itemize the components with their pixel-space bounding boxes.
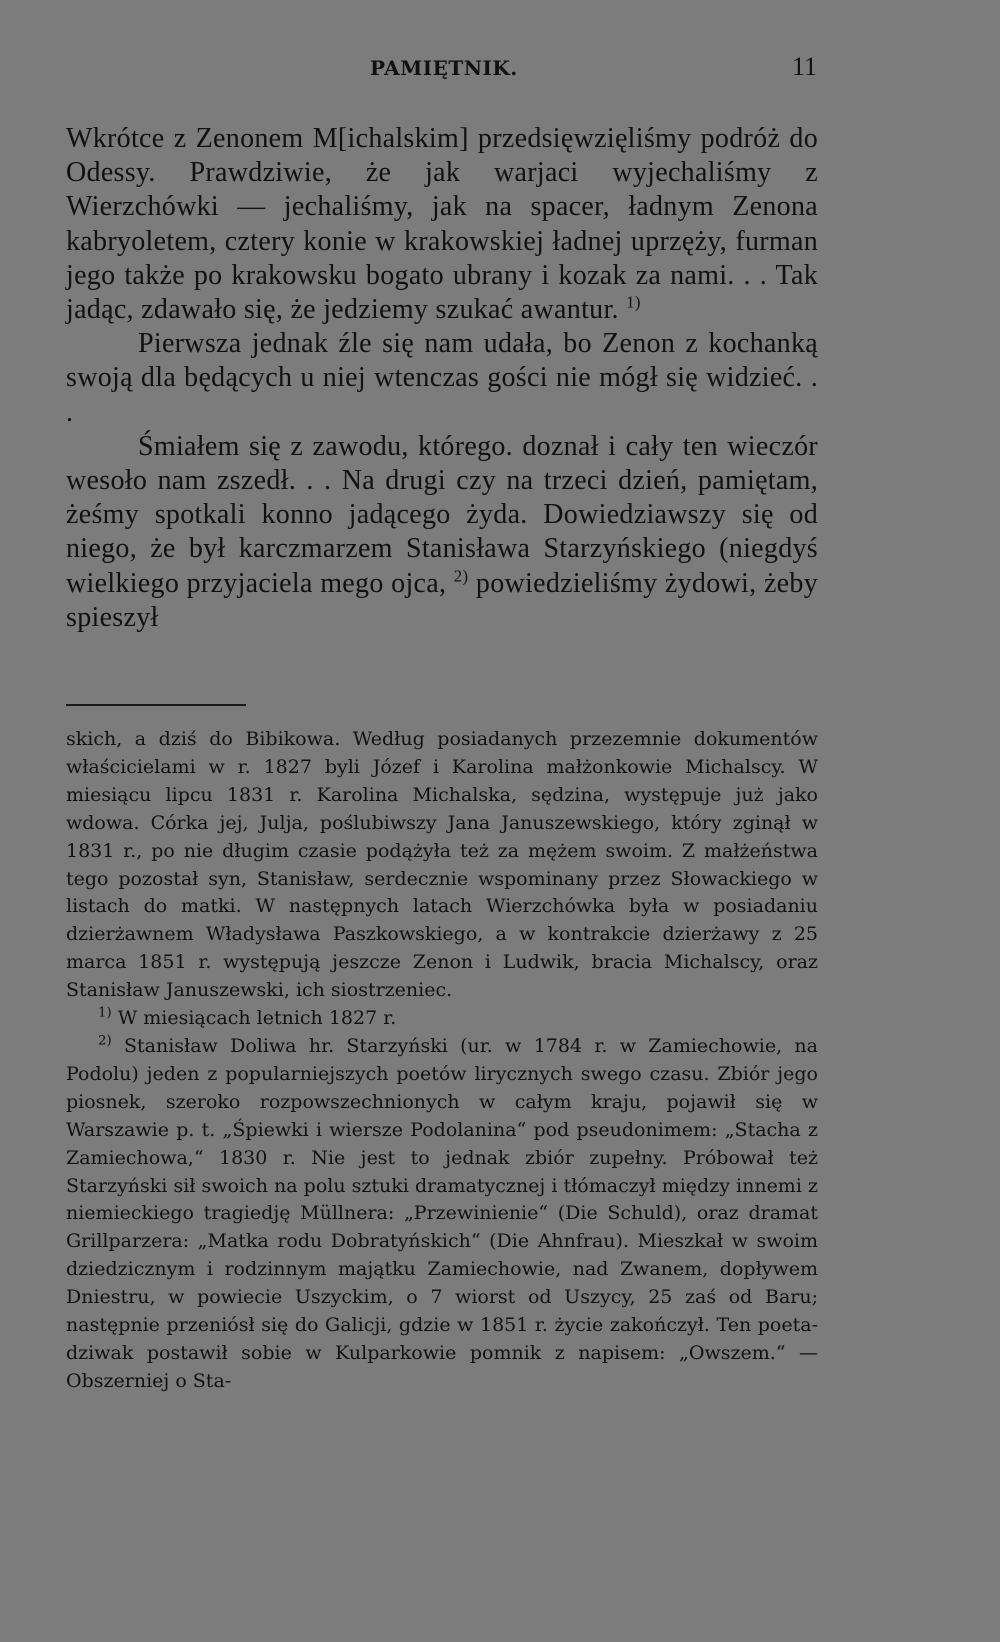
footnote-text: Stanisław Doliwa hr. Starzyński (ur. w 1784 r. w Zamiechowie, na Podolu) jeden z popularniejszych poetów lirycznych swego czasu. Zbiór jego piosnek, szeroko rozpowszechnionych w całym kraju, pojawił się w Warszawie p. t. „Śpiewki i wiersze Podolanina“ pod pseudonimem: „Stacha z Zamiechowa,“ 1830 r. Nie jest to jednak zbiór zupełny. Próbował też Starzyński sił swoich na polu sztuki dramatycznej i tłómaczył między innemi z niemieckiego tragiedję Müllnera: „Przewinienie“ (Die Schuld), oraz dramat Grillparzera: „Matka rodu Dobratyńskich“ (Die Ahnfrau). Mieszkał w swoim dziedzicznym i rodzinnym majątku Zamiechowie, nad Zwanem, dopływem Dniestru, w powiecie Uszyckim, o 7 wiorst od Uszycy, 25 zaś od Baru; następnie przeniósł się do Galicji, gdzie w 1851 r. życie zakończył. Ten poeta-dziwak postawił sobie w Kulparkowie pomnik z napisem: „Owszem.“ — Obszerniej o Sta- bbox=[66, 1034, 818, 1392]
paragraph bbox=[66, 430, 818, 635]
footnote-text: W miesiącach letnich 1827 r. bbox=[117, 1007, 397, 1030]
paragraph-text: Śmiałem się z zawodu, którego. doznał i cały ten wieczór wesoło nam zszedł. . . Na drugi czy na trzeci dzień, pamiętam, żeśmy spotkali konno jadącego żyda. Dowiedziawszy się od niego, że był karczmarzem Stanisława Starzyńskiego (niegdyś wielkiego przyjaciela mego ojca, bbox=[66, 430, 818, 599]
footnote-marker: 2) bbox=[98, 1033, 112, 1049]
page-header bbox=[65, 50, 817, 90]
footnote-continuation: skich, a dziś do Bibikowa. Według posiadanych przezemnie dokumentów właścicielami w r. 1827 byli Józef i Karolina małżonkowie Michalscy. W miesiącu lipcu 1831 r. Karolina Michalska, sędzina, występuje już jako wdowa. Córka jej, Julja, poślubiwszy Jana Januszewskiego, który zginął w 1831 r., po nie długim czasie podążyła też za mężem swoim. Z małżeństwa tego pozostał syn, Stanisław, serdecznie wspominany przez Słowackiego w listach do matki. W następnych latach Wierzchówka była w posiadaniu dzierżawnem Władysława Paszkowskiego, a w kontrakcie dzierżawy z 25 marca 1851 r. występują jeszcze Zenon i Ludwik, bracia Michalscy, oraz Stanisław Januszewski, ich siostrzeniec. bbox=[66, 728, 818, 1002]
paragraph-text: powiedzieliśmy żydowi, żeby spieszył bbox=[66, 567, 818, 633]
paragraph bbox=[66, 122, 818, 327]
running-head: PAMIĘTNIK. bbox=[370, 56, 518, 80]
footnote-separator-rule bbox=[66, 704, 246, 706]
footnote-marker: 1) bbox=[98, 1005, 112, 1021]
footnote bbox=[66, 1005, 818, 1033]
footnotes bbox=[66, 726, 818, 1396]
footnote bbox=[66, 1033, 818, 1396]
footnote-reference: 1) bbox=[626, 292, 641, 312]
paragraph bbox=[66, 327, 818, 430]
footnote-reference: 2) bbox=[453, 566, 469, 586]
page-number: 11 bbox=[791, 52, 817, 81]
paragraph-text: Pierwsza jednak źle się nam udała, bo Zenon z kochanką swoją dla będących u niej wtenczas gości nie mógł się widzieć. . . bbox=[66, 328, 818, 428]
main-text bbox=[66, 122, 818, 635]
paragraph-text: Wkrótce z Zenonem M[ichalskim] przedsięwzięliśmy podróż do Odessy. Prawdziwie, że jak warjaci wyjechaliśmy z Wierzchówki — jechaliśmy, jak na spacer, ładnym Zenona kabryoletem, cztery konie w krakowskiej ładnej uprzęży, furman jego także po krakowsku bogato ubrany i kozak za nami. . . Tak jadąc, zdawało się, że jedziemy szukać awantur. bbox=[66, 123, 818, 326]
